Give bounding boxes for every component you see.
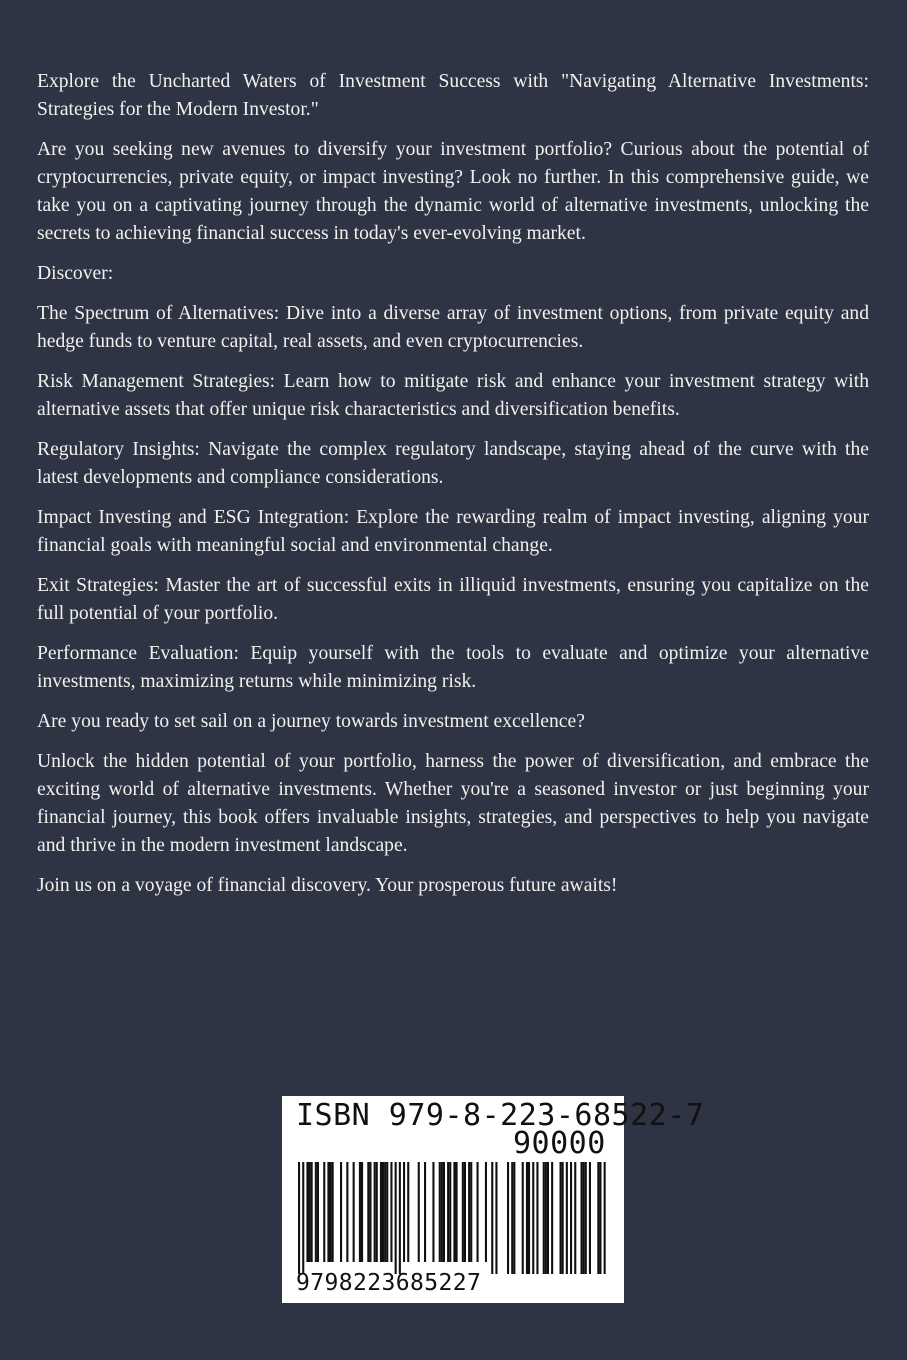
ean-digits: 9798223685227 [296, 1270, 482, 1296]
barcode-bar [309, 1162, 311, 1262]
barcode-bar [570, 1162, 572, 1274]
barcode-bar [315, 1162, 317, 1262]
barcode-bar [376, 1162, 378, 1262]
barcode-bar [574, 1162, 576, 1274]
barcode-bar [359, 1162, 361, 1262]
addon-barcode [507, 1162, 606, 1274]
barcode-bar [511, 1162, 513, 1274]
barcode-bar [441, 1162, 443, 1262]
barcode-bar [470, 1162, 472, 1262]
barcode-bar [522, 1162, 524, 1274]
barcode-bar [449, 1162, 451, 1262]
barcode-bar [536, 1162, 538, 1274]
barcode-bar [340, 1162, 342, 1262]
barcode-bar [462, 1162, 464, 1262]
barcode-bar [597, 1162, 599, 1274]
barcode-bar [560, 1162, 562, 1274]
barcode-bar [361, 1162, 363, 1262]
isbn-label: ISBN 979-8-223-68522-7 [296, 1098, 705, 1133]
barcode-bar [374, 1162, 376, 1262]
blurb-question: Are you seeking new avenues to diversify your investment portfolio? Curious about the potential of cryptocurrencies, private equity, or impact investing? Look no further. In this comprehensive guide, we take you on a captivating journey through the dynamic world of alternative investments, unlocking the secrets to achieving financial success in today's ever-evolving market. [37, 139, 869, 244]
barcode-bar [384, 1162, 386, 1262]
barcode-bar [432, 1162, 434, 1262]
barcode-bar [302, 1162, 304, 1274]
barcode-bar [395, 1162, 397, 1274]
barcode-bar [528, 1162, 530, 1274]
barcode-bar [507, 1162, 509, 1274]
barcode-bar [380, 1162, 382, 1262]
barcode-bar [491, 1162, 493, 1274]
barcode-bar [526, 1162, 528, 1274]
barcode-bar [311, 1162, 313, 1262]
barcode-bar [566, 1162, 568, 1274]
blurb-text [37, 68, 869, 912]
barcode-bar [424, 1162, 426, 1262]
topic-performance: Performance Evaluation: Equip yourself with the tools to evaluate and optimize your alternative investments, maximizing returns while minimizing risk. [37, 643, 869, 692]
barcode-bar [330, 1162, 332, 1262]
barcode-bar [562, 1162, 564, 1274]
barcode-bar [382, 1162, 384, 1262]
topic-spectrum: The Spectrum of Alternatives: Dive into a diverse array of investment options, from private equity and hedge funds to venture capital, real assets, and even cryptocurrencies. [37, 303, 869, 352]
barcode-bar [468, 1162, 470, 1262]
barcode-bar [585, 1162, 587, 1274]
blurb-ready: Are you ready to set sail on a journey towards investment excellence? [37, 711, 585, 732]
barcode-bar [464, 1162, 466, 1262]
barcode-bar [298, 1162, 300, 1274]
barcode-bar [532, 1162, 534, 1274]
barcode-bar [439, 1162, 441, 1262]
topic-risk-management: Risk Management Strategies: Learn how to mitigate risk and enhance your investment strategy with alternative assets that offer unique risk characteristics and diversification benefits. [37, 371, 869, 420]
barcode-bar [547, 1162, 549, 1274]
blurb-closing: Join us on a voyage of financial discovery. Your prosperous future awaits! [37, 875, 618, 896]
barcode-bar [390, 1162, 392, 1262]
blurb-intro: Explore the Uncharted Waters of Investment Success with "Navigating Alternative Investments: Strategies for the Modern Investor." [37, 71, 869, 120]
barcode-bar [583, 1162, 585, 1274]
barcode-bar [581, 1162, 583, 1274]
discover-label: Discover: [37, 263, 114, 284]
topic-regulatory: Regulatory Insights: Navigate the complex regulatory landscape, staying ahead of the curve with the latest developments and compliance considerations. [37, 439, 869, 488]
barcode-bar [418, 1162, 420, 1262]
barcode-box [282, 1096, 705, 1303]
blurb-unlock: Unlock the hidden potential of your portfolio, harness the power of diversification, and embrace the exciting world of alternative investments. Whether you're a seasoned investor or just beginning your financial journey, this book offers invaluable insights, strategies, and perspectives to help you navigate and thrive in the modern investment landscape. [37, 751, 869, 856]
barcode-bar [453, 1162, 455, 1262]
topic-impact-investing: Impact Investing and ESG Integration: Explore the rewarding realm of impact investing, aligning your financial goals with meaningful social and environmental change. [37, 507, 869, 556]
barcode-bar [353, 1162, 355, 1262]
barcode-bar [545, 1162, 547, 1274]
barcode-bar [443, 1162, 445, 1262]
ean-barcode [298, 1162, 498, 1274]
barcode-bar [386, 1162, 388, 1262]
barcode-bar [599, 1162, 601, 1274]
barcode-bar [327, 1162, 329, 1262]
price-code: 90000 [513, 1126, 606, 1161]
barcode-bar [551, 1162, 553, 1274]
barcode-bar [485, 1162, 487, 1262]
barcode-bar [317, 1162, 319, 1262]
barcode-bar [346, 1162, 348, 1262]
barcode-bar [369, 1162, 371, 1262]
barcode-bar [456, 1162, 458, 1262]
barcode-bar [543, 1162, 545, 1274]
barcode-bar [589, 1162, 591, 1274]
barcode-bar [367, 1162, 369, 1262]
barcode-bar [477, 1162, 479, 1262]
barcode-bar [399, 1162, 401, 1274]
barcode-bar [306, 1162, 308, 1262]
barcode-bar [495, 1162, 497, 1274]
barcode-bar [332, 1162, 334, 1262]
barcode-bar [403, 1162, 405, 1262]
topic-exit-strategies: Exit Strategies: Master the art of successful exits in illiquid investments, ensuring you capitalize on the full potential of your portfolio. [37, 575, 869, 624]
barcode-bar [323, 1162, 325, 1262]
barcode-bar [407, 1162, 409, 1262]
barcode-bar [513, 1162, 515, 1274]
barcode-bar [447, 1162, 449, 1262]
barcode-bar [604, 1162, 606, 1274]
